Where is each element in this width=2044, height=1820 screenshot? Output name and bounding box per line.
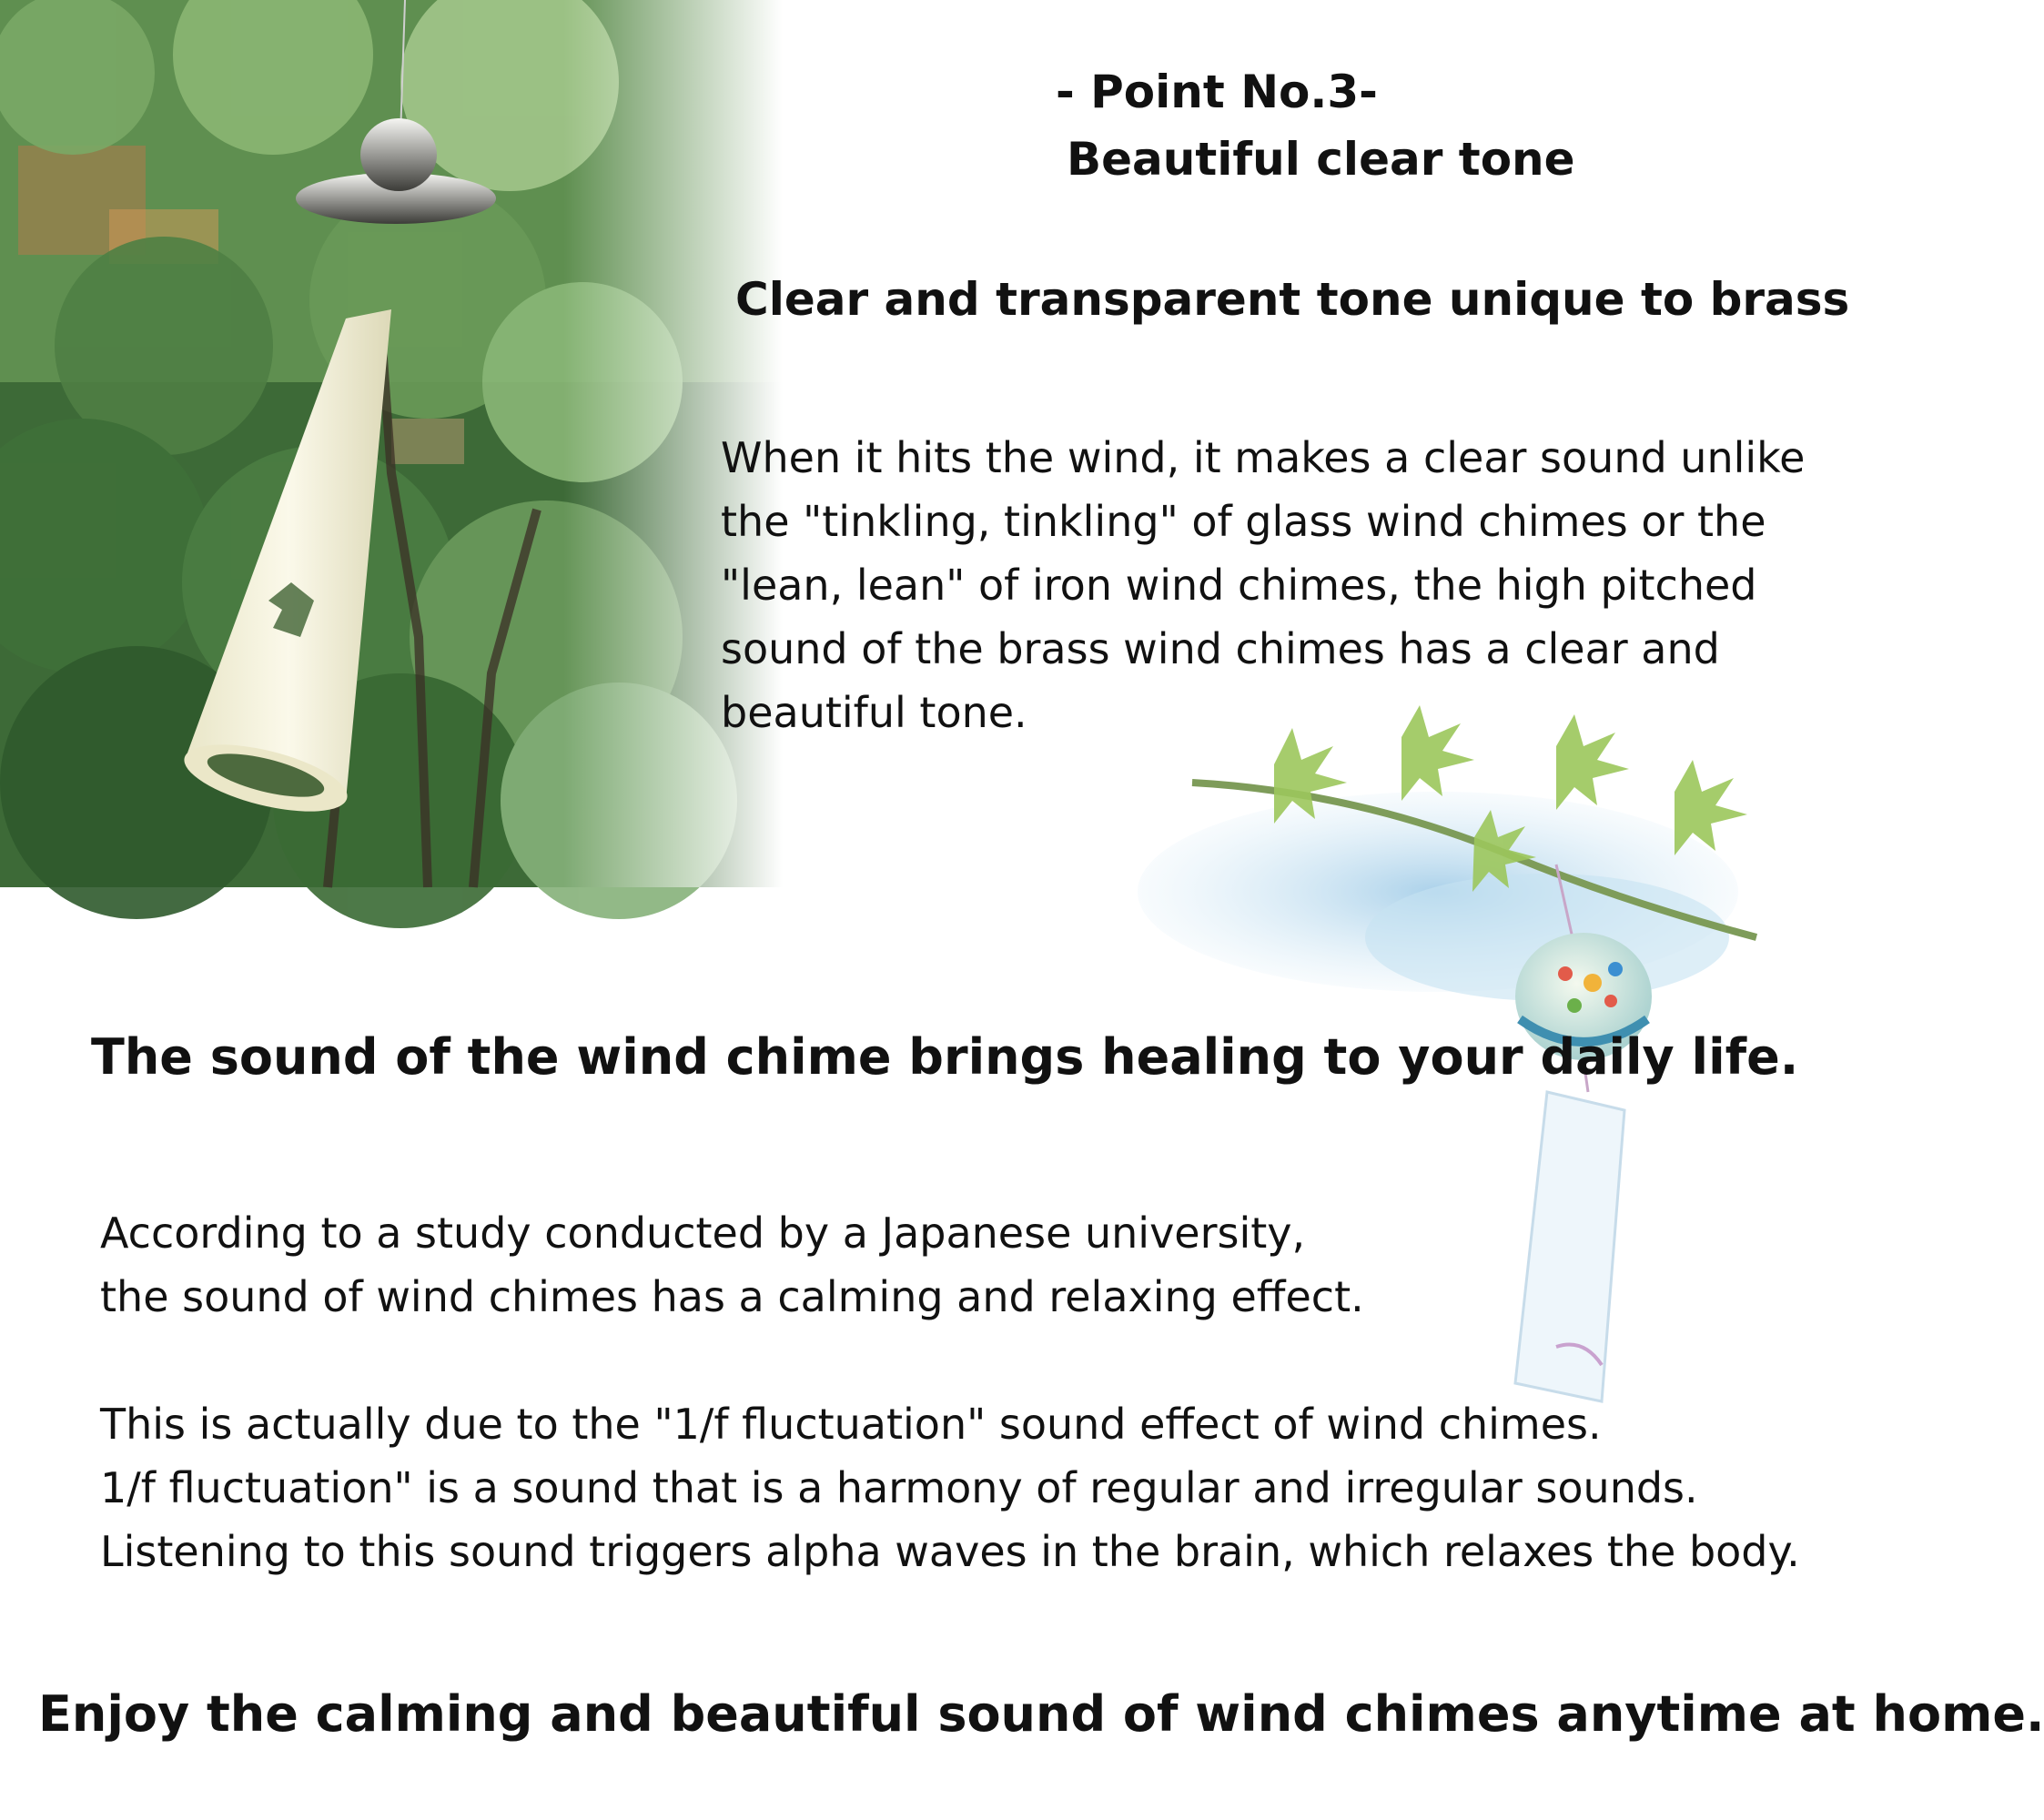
body-line: the sound of wind chimes has a calming and relaxing effect.	[100, 1272, 1364, 1321]
body-line: Listening to this sound triggers alpha waves in the brain, which relaxes the body.	[100, 1527, 1800, 1576]
wind-chime-garden-photo	[0, 0, 783, 887]
section1-subheading: Clear and transparent tone unique to brass	[735, 273, 1850, 326]
section1-body	[721, 426, 1804, 744]
body-line: According to a study conducted by a Japanese university,	[100, 1208, 1306, 1258]
body-line: "lean, lean" of iron wind chimes, the high pitched	[721, 561, 1757, 610]
section2-heading: The sound of the wind chime brings healing to your daily life.	[91, 1028, 1799, 1086]
closing-statement: Enjoy the calming and beautiful sound of wind chimes anytime at home.	[38, 1685, 2044, 1743]
section2-body	[100, 1201, 1800, 1583]
body-line: 1/f fluctuation" is a sound that is a harmony of regular and irregular sounds.	[100, 1463, 1698, 1512]
paragraph-gap	[100, 1329, 1793, 1392]
point-title: Beautiful clear tone	[1067, 133, 1575, 186]
body-line: the "tinkling, tinkling" of glass wind chimes or the	[721, 497, 1766, 546]
body-line: When it hits the wind, it makes a clear sound unlike	[721, 433, 1806, 482]
body-line: beautiful tone.	[721, 688, 1027, 737]
point-number-label: - Point No.3-	[1056, 66, 1378, 118]
garden-photo-illustration	[0, 0, 783, 887]
body-line: This is actually due to the "1/f fluctuation" sound effect of wind chimes.	[100, 1400, 1602, 1449]
body-line: sound of the brass wind chimes has a clear and	[721, 624, 1720, 673]
